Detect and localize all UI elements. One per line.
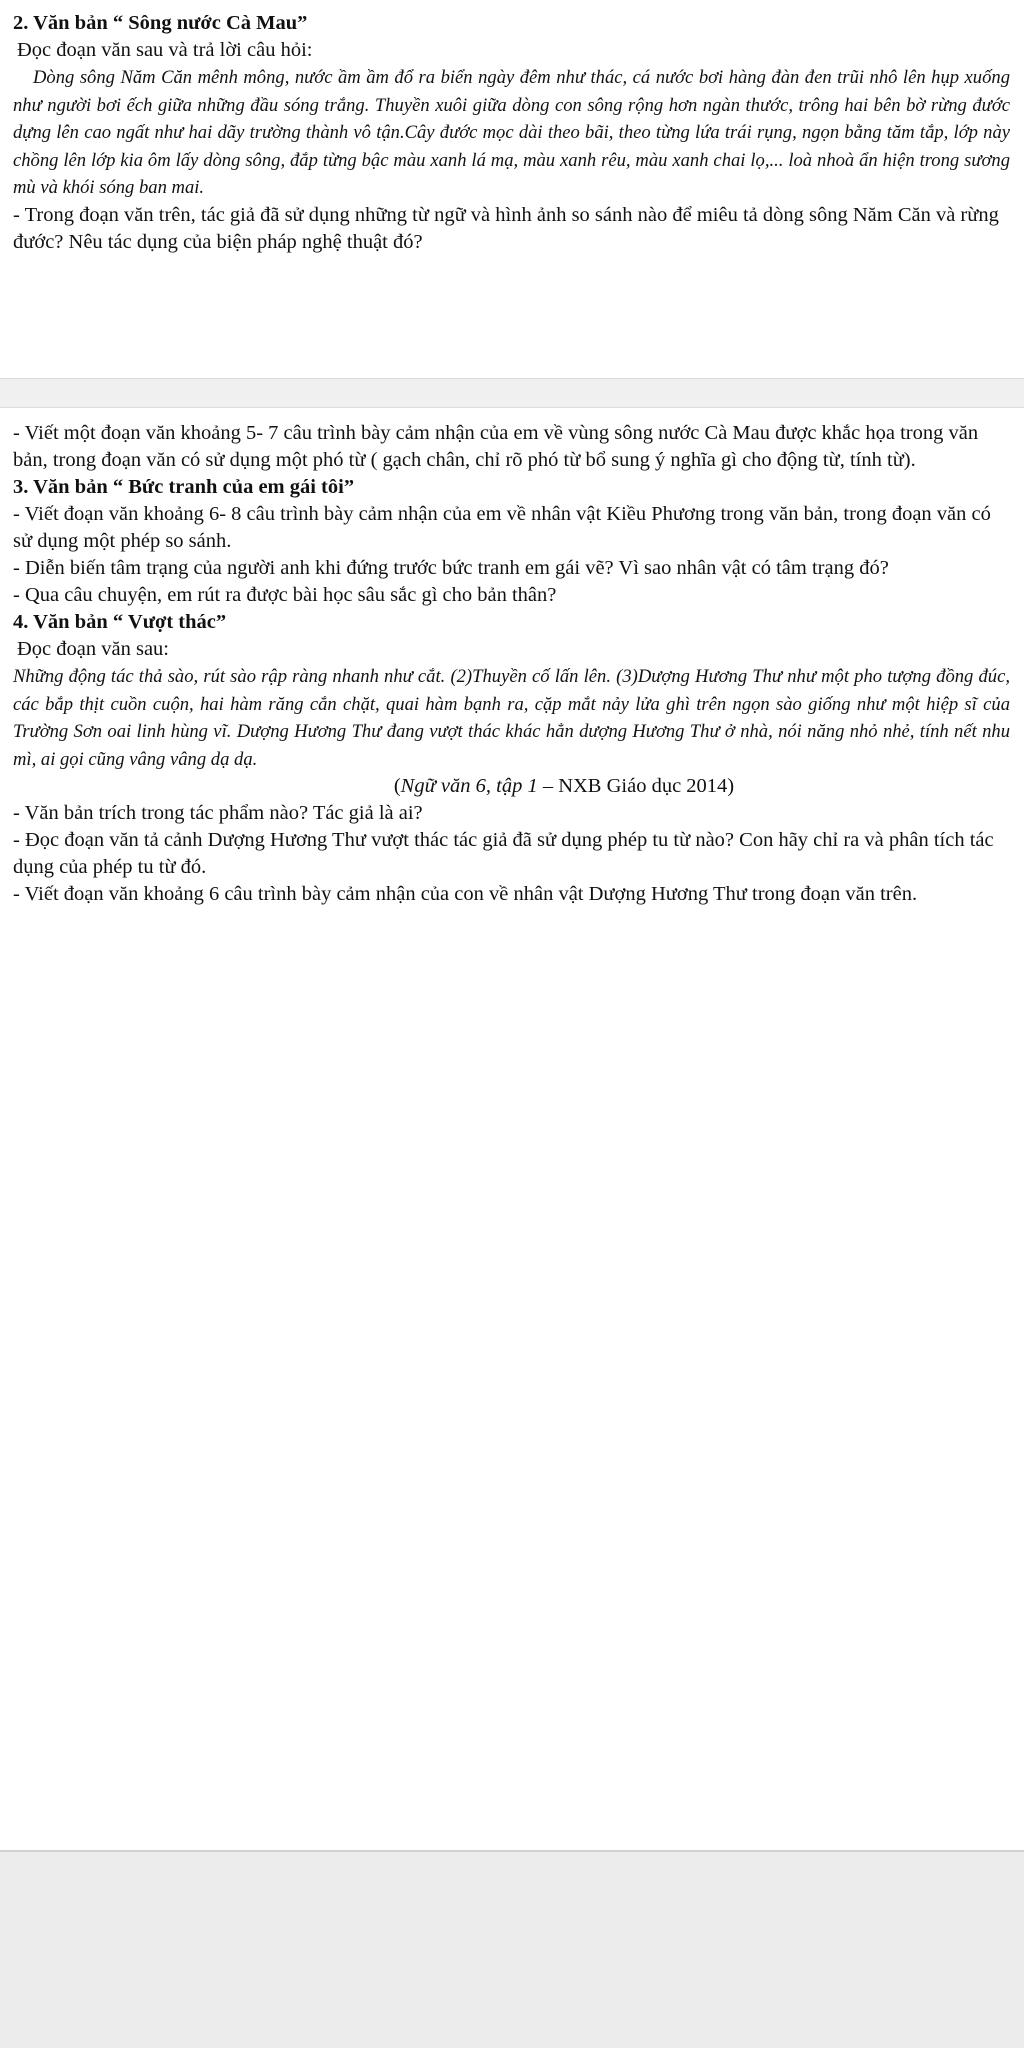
section-4-heading: 4. Văn bản “ Vượt thác” (13, 611, 227, 633)
reading-instruction-4: Đọc đoạn văn sau: (17, 638, 169, 660)
source-title: Ngữ văn 6, tập 1 (400, 775, 538, 797)
source-publisher: – NXB Giáo dục 2014) (537, 775, 735, 797)
question-duong-huong-thu: - Viết đoạn văn khoảng 6 câu trình bày cảm nhận của con về nhân vật Dượng Hương Thư trong đoạn văn trên. (13, 883, 918, 905)
document-page-bottom (0, 408, 1024, 1850)
question-rhetoric: - Đọc đoạn văn tả cảnh Dượng Hương Thư vượt thác tác giả đã sử dụng phép tu từ nào? Con hãy chỉ ra và phân tích tác dụng của phép tu từ đó. (13, 829, 994, 878)
source-open: ( (393, 775, 401, 797)
passage-song-nuoc-ca-mau: Dòng sông Năm Căn mênh mông, nước ầm ầm đổ ra biển ngày đêm như thác, cá nước bơi hàng đàn đen trũi nhô lên hụp xuống như người bơi ếch giữa những đầu sóng trắng. Thuyền xuôi giữa dòng con sông rộng hơn ngàn thước, trông hai bên bờ rừng đước dựng lên cao ngất như hai dãy trường thành vô tận.Cây đước mọc dài theo bãi, theo từng lứa trái rụng, ngọn bằng tăm tắp, lớp này chồng lên lớp kia ôm lấy dòng sông, đắp từng bậc màu xanh lá mạ, màu xanh rêu, màu xanh chai lọ,... loà nhoà ẩn hiện trong sương mù và khói sóng ban mai. (13, 67, 1010, 198)
passage-vuot-thac: Những động tác thả sào, rút sào rập ràng nhanh như cắt. (2)Thuyền cố lấn lên. (3)Dượng Hương Thư như một pho tượng đồng đúc, các bắp thịt cuồn cuộn, hai hàm răng cắn chặt, quai hàm bạnh ra, cặp mắt nảy lửa ghì trên ngọn sào giống như một hiệp sĩ của Trường Sơn oai linh hùng vĩ. Dượng Hương Thư đang vượt thác khác hẳn dượng Hương Thư ở nhà, nói năng nhỏ nhẻ, tính nết nhu mì, ai gọi cũng vâng vâng dạ dạ. (13, 666, 1010, 770)
source-citation (13, 773, 1010, 800)
question-lesson: - Qua câu chuyện, em rút ra được bài học sâu sắc gì cho bản thân? (13, 584, 557, 606)
page-content-top (0, 0, 1024, 256)
question-brother-mood: - Diễn biến tâm trạng của người anh khi đứng trước bức tranh em gái vẽ? Vì sao nhân vật có tâm trạng đó? (13, 557, 889, 579)
question-paragraph-ca-mau: - Viết một đoạn văn khoảng 5- 7 câu trình bày cảm nhận của em về vùng sông nước Cà Mau được khắc họa trong văn bản, trong đoạn văn có sử dụng một phó từ ( gạch chân, chỉ rõ phó từ bổ sung ý nghĩa gì cho động từ, tính từ). (13, 422, 979, 471)
question-work-author: - Văn bản trích trong tác phẩm nào? Tác giả là ai? (13, 802, 423, 824)
question-comparison: - Trong đoạn văn trên, tác giả đã sử dụng những từ ngữ và hình ảnh so sánh nào để miêu tả dòng sông Năm Căn và rừng đước? Nêu tác dụng của biện pháp nghệ thuật đó? (13, 203, 999, 253)
section-2-heading: 2. Văn bản “ Sông nước Cà Mau” (13, 12, 308, 34)
document-page-top (0, 0, 1024, 378)
question-kieu-phuong: - Viết đoạn văn khoảng 6- 8 câu trình bày cảm nhận của em về nhân vật Kiều Phương trong văn bản, trong đoạn văn có sử dụng một phép so sánh. (13, 503, 991, 552)
page-separator (0, 378, 1024, 408)
empty-bottom-area (0, 1850, 1024, 2048)
page-content-bottom (0, 408, 1024, 908)
reading-instruction: Đọc đoạn văn sau và trả lời câu hỏi: (17, 39, 313, 61)
section-3-heading: 3. Văn bản “ Bức tranh của em gái tôi” (13, 476, 355, 498)
